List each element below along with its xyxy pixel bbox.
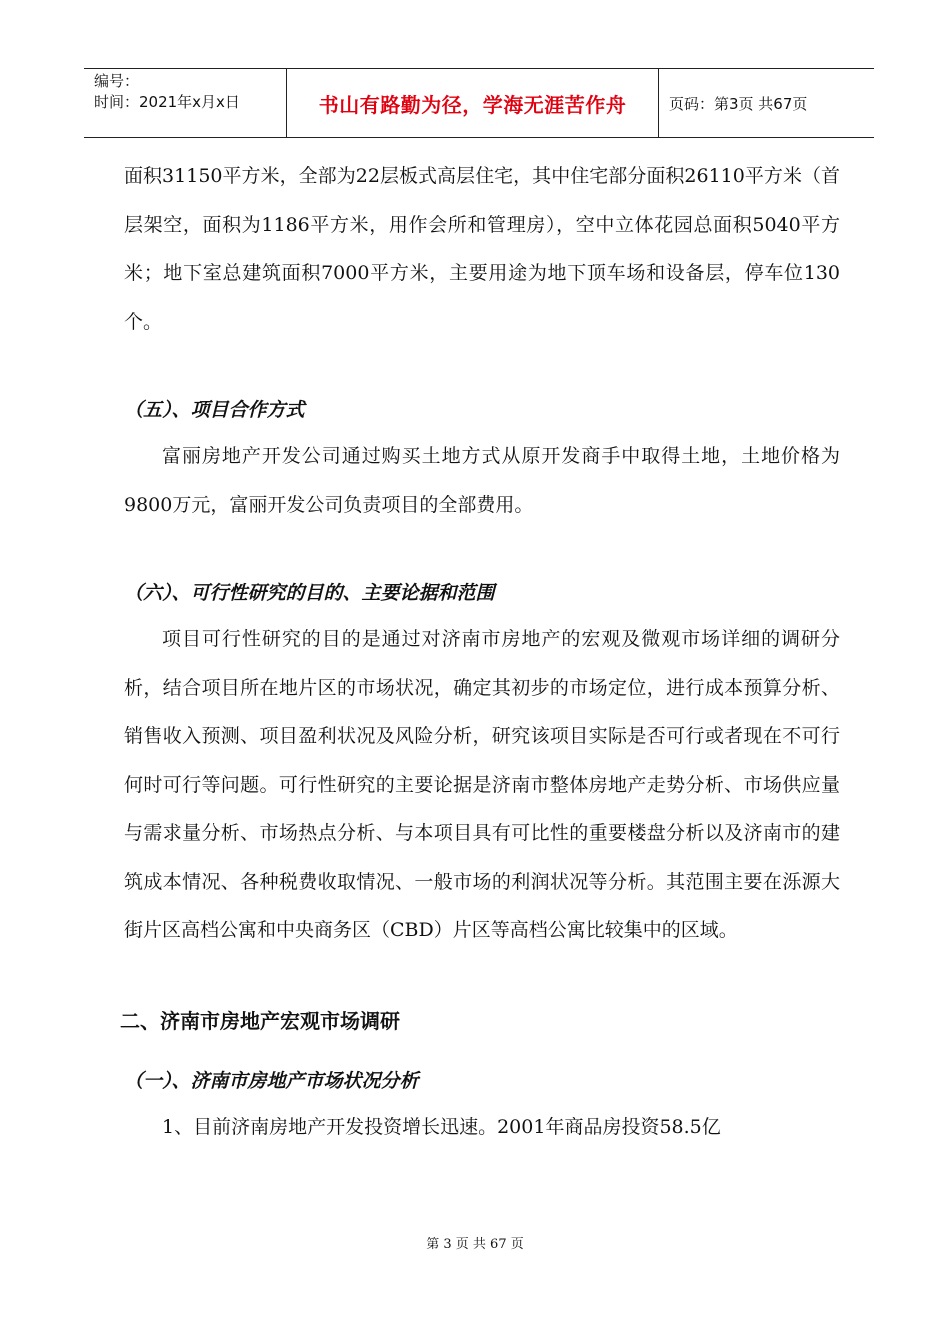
chapter-heading-macro-market: 二、济南市房地产宏观市场调研	[120, 1008, 400, 1033]
section-heading-cooperation: （五）、项目合作方式	[124, 399, 305, 421]
section-heading-market-status: （一）、济南市房地产市场状况分析	[124, 1069, 419, 1092]
section-heading-feasibility: （六）、可行性研究的目的、主要论据和范围	[124, 582, 495, 604]
header-motto: 书山有路勤为径，学海无涯苦作舟	[318, 92, 627, 117]
header-meta	[84, 69, 287, 137]
paragraph-feasibility: 项目可行性研究的目的是通过对济南市房地产的宏观及微观市场详细的调研分析，结合项目所在地片区的市场状况，确定其初步的市场定位，进行成本预算分析、销售收入预测、项目盈利状况及风险分析，研究该项目实际是否可行或者现在不可行何时可行等问题。可行性研究的主要论据是济南市整体房地产走势分析、市场供应量与需求量分析、市场热点分析、与本项目具有可比性的重要楼盘分析以及济南市的建筑成本情况、各种税费收取情况、一般市场的利润状况等分析。其范围主要在泺源大街片区高档公寓和中央商务区（CBD）片区等高档公寓比较集中的区域。	[124, 628, 840, 941]
document-number: 编号：	[94, 72, 140, 90]
page-footer: 第 3 页 共 67 页	[426, 1237, 524, 1252]
page-header	[84, 68, 874, 138]
document-time: 时间：2021年x月x日	[94, 93, 240, 111]
header-page-info: 页码：第3页 共67页	[669, 94, 808, 113]
paragraph-investment-growth: 1、目前济南房地产开发投资增长迅速。2001年商品房投资58.5亿	[162, 1115, 721, 1138]
document-body	[120, 152, 840, 1151]
paragraph-cooperation: 富丽房地产开发公司通过购买土地方式从原开发商手中取得土地，土地价格为9800万元，富丽开发公司负责项目的全部费用。	[124, 445, 840, 516]
header-motto-cell	[287, 69, 659, 137]
paragraph-project-area: 面积31150平方米，全部为22层板式高层住宅，其中住宅部分面积26110平方米（首层架空，面积为1186平方米，用作会所和管理房），空中立体花园总面积5040平方米；地下室总建筑面积7000平方米，主要用途为地下顶车场和设备层，停车位130个。	[124, 165, 840, 333]
